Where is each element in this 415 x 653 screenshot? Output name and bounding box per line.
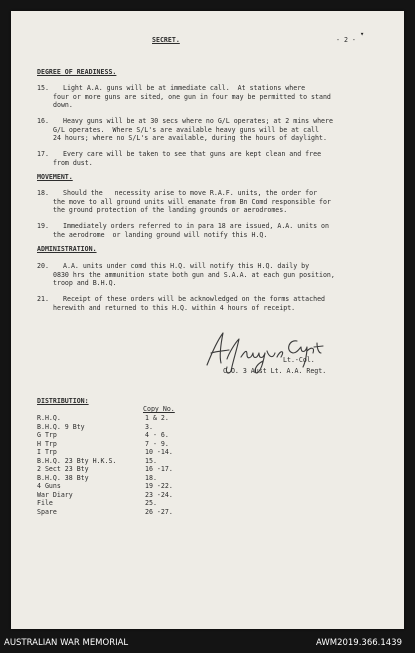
distribution-unit: 2 Sect 23 Bty	[37, 465, 89, 473]
distribution-copy: 1 & 2.	[145, 414, 169, 422]
distribution-copy: 3.	[145, 422, 153, 431]
distribution-unit: File	[37, 499, 53, 507]
para-number: 16.	[37, 117, 49, 125]
para-21-line-2: herewith and returned to this H.Q. within 4 hours of receipt.	[53, 303, 296, 312]
para-15-line-3: down.	[53, 101, 73, 109]
distribution-unit: War Diary	[37, 490, 73, 499]
distribution-unit: R.H.Q.	[37, 414, 61, 422]
para-number: 17.	[37, 150, 49, 158]
distribution-copy: 16 -17.	[145, 465, 173, 473]
copy-no-header: Copy No.	[143, 405, 175, 413]
para-15-line-2: four or more guns are sited, one gun in four may be permitted to stand	[53, 92, 331, 101]
distribution-unit: B.H.Q. 9 Bty	[37, 422, 85, 431]
para-number: 20.	[37, 262, 49, 270]
para-number: 15.	[37, 84, 49, 92]
para-19-line-1: Immediately orders referred to in para 18 are issued, A.A. units on	[63, 222, 329, 230]
document-page	[11, 11, 404, 629]
para-number: 18.	[37, 189, 49, 197]
para-20-line-3: troop and B.H.Q.	[53, 279, 117, 287]
distribution-unit: I Trp	[37, 448, 57, 456]
distribution-unit: G Trp	[37, 431, 57, 439]
distribution-unit: B.H.Q. 38 Bty	[37, 473, 89, 482]
para-16-line-3: 24 hours; where no S/L's are available, during the hours of daylight.	[53, 134, 327, 142]
signatory-rank: Lt.-Col.	[283, 356, 315, 364]
distribution-copy: 18.	[145, 473, 157, 482]
distribution-heading: DISTRIBUTION:	[37, 397, 89, 405]
distribution-copy: 7 - 9.	[145, 439, 169, 448]
para-20-line-1: A.A. units under comd this H.Q. will notify this H.Q. daily by	[63, 262, 310, 270]
distribution-unit: H Trp	[37, 439, 57, 448]
distribution-copy: 10 -14.	[145, 448, 173, 456]
para-21-line-1: Receipt of these orders will be acknowledged on the forms attached	[63, 295, 326, 303]
distribution-unit: Spare	[37, 507, 57, 516]
para-19-line-2: the aerodrome or landing ground will notify this H.Q.	[53, 230, 268, 239]
distribution-unit: 4 Guns	[37, 482, 61, 490]
reference-number: AWM2019.366.1439	[316, 638, 402, 648]
para-18-line-1: Should the necessity arise to move R.A.F. units, the order for	[63, 189, 318, 197]
page-number: - 2 -	[336, 36, 356, 44]
institution-label: AUSTRALIAN WAR MEMORIAL	[4, 638, 129, 648]
para-number: 19.	[37, 222, 49, 230]
distribution-copy: 26 -27.	[145, 507, 173, 516]
readiness-heading: DEGREE OF READINESS.	[37, 68, 117, 76]
distribution-copy: 23 -24.	[145, 490, 173, 499]
para-20-line-2: 0830 hrs the ammunition state both gun and S.A.A. at each gun position,	[53, 270, 335, 279]
para-number: 21.	[37, 295, 49, 303]
para-17-line-1: Every care will be taken to see that guns are kept clean and free	[63, 150, 322, 158]
para-16-line-2: G/L operates. Where S/L's are available heavy guns will be at call	[53, 125, 319, 134]
distribution-copy: 4 - 6.	[145, 431, 169, 439]
distribution-copy: 25.	[145, 499, 157, 507]
distribution-copy: 15.	[145, 456, 157, 465]
movement-heading: MOVEMENT.	[37, 173, 73, 181]
distribution-copy: 19 -22.	[145, 482, 173, 490]
archive-footer	[0, 635, 415, 653]
ink-mark: ▾	[360, 30, 365, 38]
classification-heading: SECRET.	[152, 36, 180, 44]
para-15-line-1: Light A.A. guns will be at immediate call. At stations where	[63, 84, 306, 92]
administration-heading: ADMINISTRATION.	[37, 245, 97, 253]
para-17-line-2: from dust.	[53, 158, 93, 167]
distribution-unit: B.H.Q. 23 Bty H.K.S.	[37, 456, 117, 465]
para-18-line-3: the ground protection of the landing grounds or aerodromes.	[53, 206, 288, 214]
signatory-title: C.O. 3 Aust Lt. A.A. Regt.	[223, 367, 327, 375]
para-16-line-1: Heavy guns will be at 30 secs where no G/L operates; at 2 mins where	[63, 117, 333, 125]
para-18-line-2: the move to all ground units will emanate from Bn Comd responsible for	[53, 197, 331, 206]
